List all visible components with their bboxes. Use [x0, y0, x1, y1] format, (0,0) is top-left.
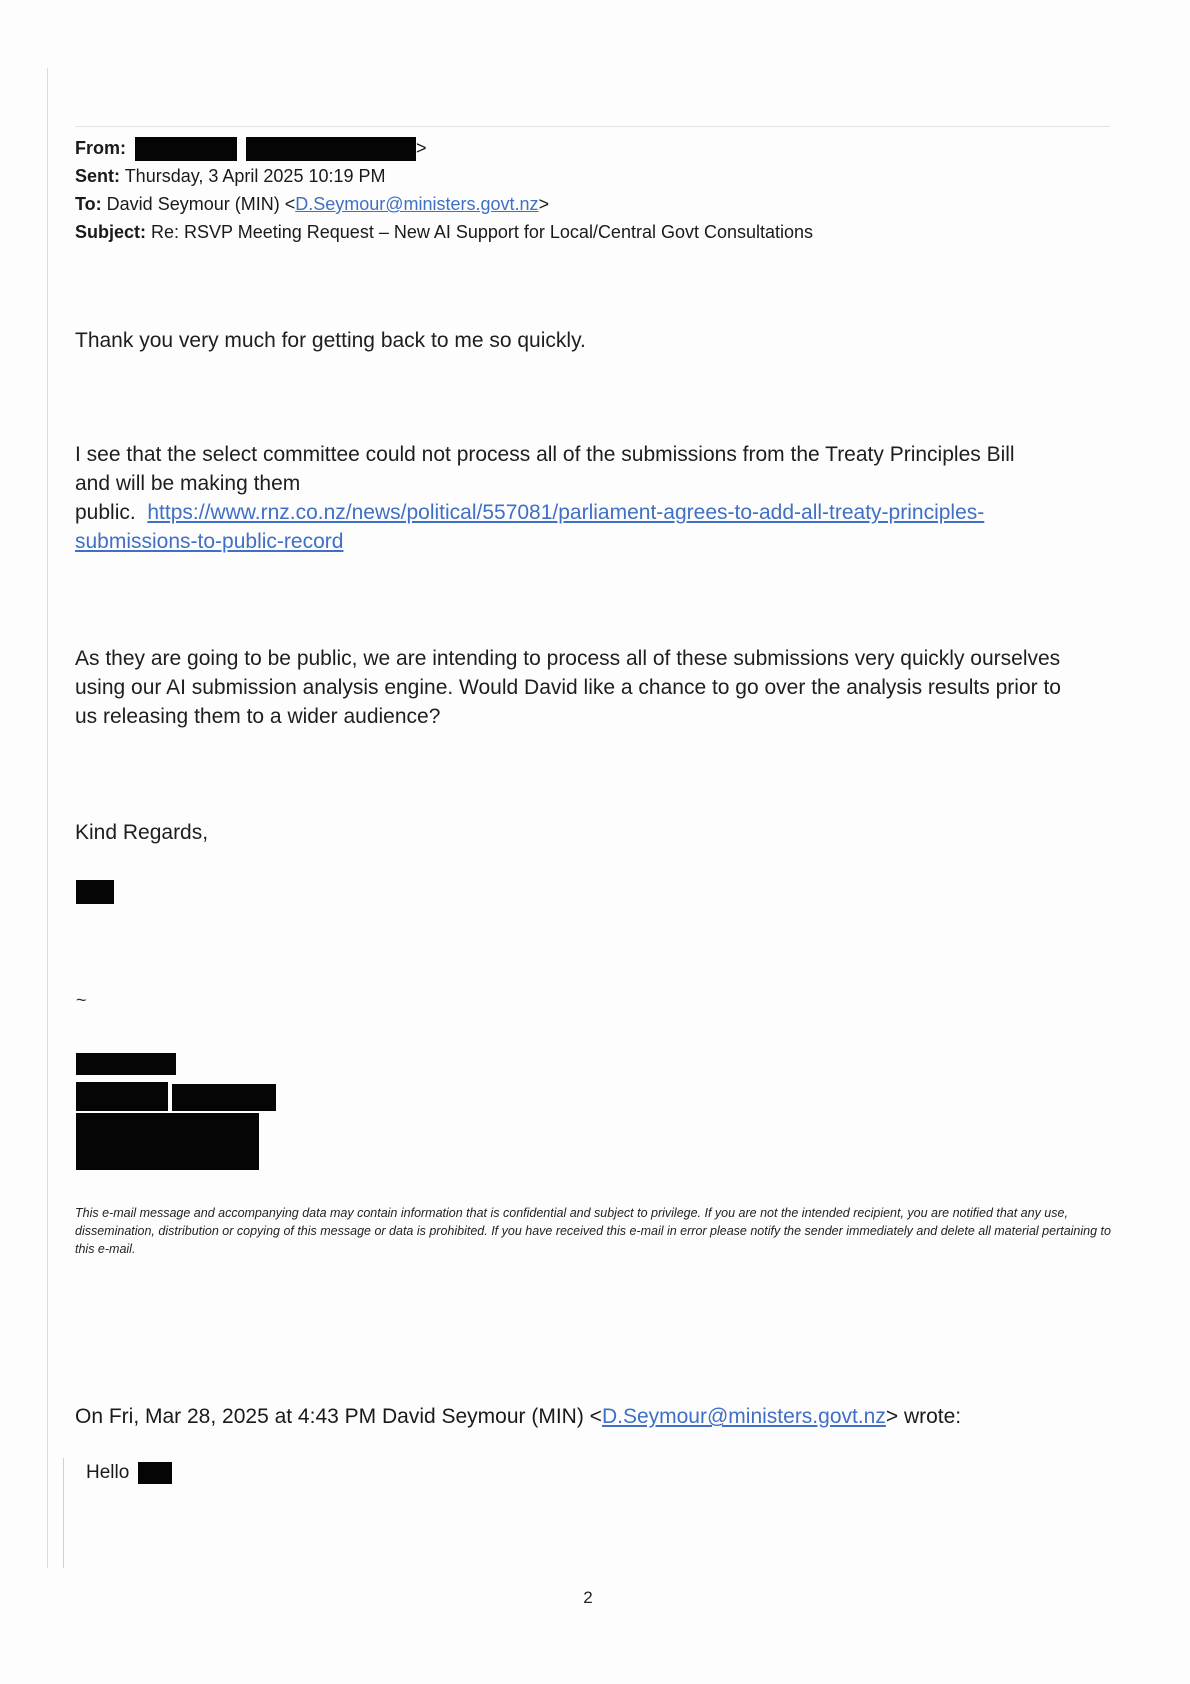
thanks-paragraph: Thank you very much for getting back to me so quickly.	[75, 329, 586, 352]
to-email-link[interactable]: D.Seymour@ministers.govt.nz	[295, 194, 539, 214]
confidentiality-disclaimer: This e-mail message and accompanying data may contain information that is confidential and subject to privilege. If you are not the intended recipient, you are notified that any use, dissemination, distribution or copying of this message or data is prohibited. If you have received this e-mail in error please notify the sender immediately and delete all material pertaining to this e-mail.	[75, 1206, 1111, 1256]
left-margin-rule	[47, 68, 48, 1568]
select-committee-text: I see that the select committee could not process all of the submissions from the Treaty Principles Bill and will be making them	[75, 443, 1015, 495]
sent-row	[75, 162, 813, 190]
redacted-signature-name	[76, 880, 114, 904]
redacted-signature-line-1	[76, 1053, 176, 1075]
subject-row	[75, 218, 813, 246]
redacted-sender-email	[246, 137, 416, 161]
from-row	[75, 134, 813, 162]
sent-label: Sent:	[75, 166, 120, 186]
redacted-greeting-name	[138, 1462, 172, 1484]
quoted-suffix: > wrote:	[885, 1405, 962, 1428]
quoted-email-link[interactable]: D.Seymour@ministers.govt.nz	[601, 1405, 886, 1428]
redacted-signature-line-2a	[76, 1082, 168, 1111]
from-label: From:	[75, 138, 126, 158]
to-suffix: >	[538, 194, 550, 214]
hello-text: Hello	[86, 1462, 130, 1483]
redacted-signature-line-2b	[172, 1084, 276, 1111]
to-row	[75, 190, 813, 218]
from-suffix: >	[416, 138, 427, 158]
quote-bar	[63, 1458, 64, 1568]
subject-value: Re: RSVP Meeting Request – New AI Support for Local/Central Govt Consultations	[151, 222, 814, 242]
email-header	[75, 134, 813, 246]
sign-off: Kind Regards,	[75, 821, 209, 844]
signature-separator: ~	[76, 990, 87, 1010]
select-committee-paragraph	[75, 440, 1055, 556]
quoted-intro: On Fri, Mar 28, 2025 at 4:43 PM David Seymour (MIN) <	[75, 1405, 602, 1428]
rnz-article-link[interactable]: https://www.rnz.co.nz/news/political/557081/parliament-agrees-to-add-all-treaty-principles-submissions-to-public-record	[75, 501, 985, 553]
subject-label: Subject:	[75, 222, 147, 242]
quoted-reply-header	[75, 1402, 961, 1431]
select-committee-public: public.	[75, 501, 136, 524]
analysis-paragraph: As they are going to be public, we are intending to process all of these submissions very quickly ourselves using our AI submission analysis engine. Would David like a chance to go over the analysis results prior to us releasing them to a wider audience?	[75, 647, 1061, 728]
redacted-signature-address	[76, 1113, 259, 1170]
sent-value: Thursday, 3 April 2025 10:19 PM	[124, 166, 386, 186]
redacted-sender-name	[135, 137, 237, 161]
header-divider	[75, 126, 1110, 127]
to-label: To:	[75, 194, 102, 214]
page-number: 2	[583, 1588, 593, 1607]
to-name: David Seymour (MIN) <	[106, 194, 296, 214]
quoted-greeting	[86, 1460, 172, 1486]
